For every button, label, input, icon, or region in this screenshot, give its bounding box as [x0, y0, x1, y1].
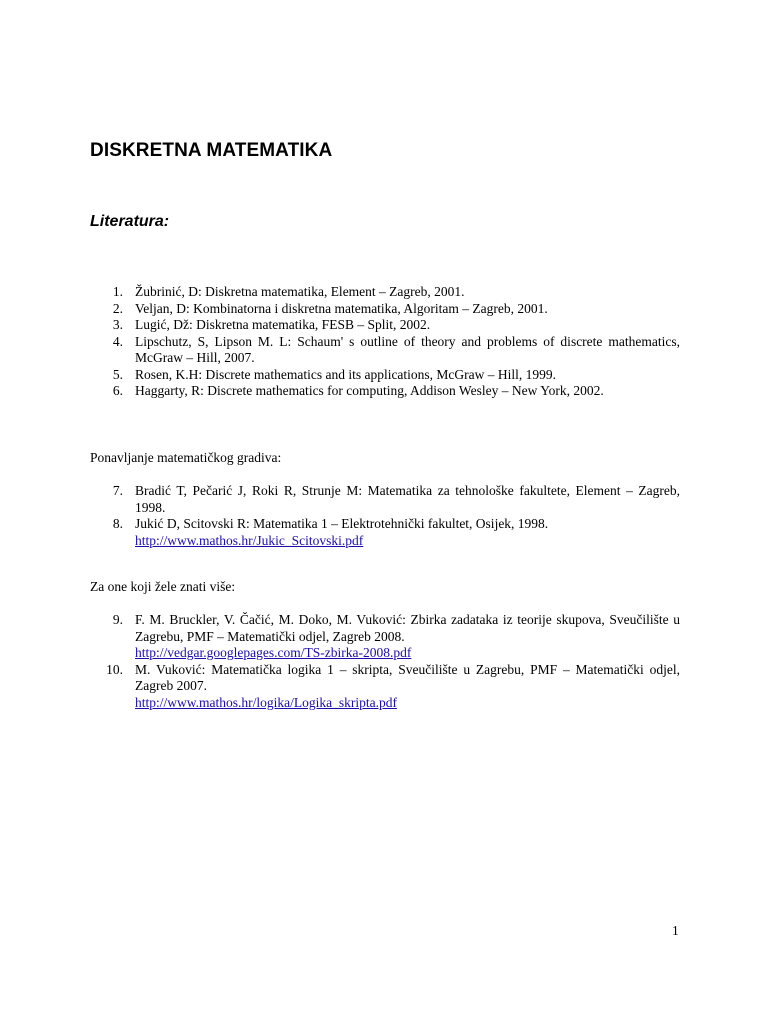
item-number: 3. — [112, 317, 123, 332]
item-number: 1. — [112, 284, 123, 299]
list-item — [90, 367, 680, 384]
item-text: Jukić D, Scitovski R: Matematika 1 – Elektrotehnički fakultet, Osijek, 1998. — [135, 516, 549, 531]
item-number: 4. — [112, 333, 123, 349]
reference-link[interactable]: http://www.mathos.hr/logika/Logika_skripta.pdf — [135, 694, 397, 710]
review-list — [90, 483, 680, 549]
item-text: F. M. Bruckler, V. Čačić, M. Doko, M. Vuković: Zbirka zadataka iz teorije skupova, Sveučilište u Zagrebu, PMF – Matematički odjel, Zagreb 2008. — [135, 612, 680, 644]
item-text: Bradić T, Pečarić J, Roki R, Strunje M: Matematika za tehnološke fakultete, Element – Zagreb, 1998. — [135, 483, 680, 515]
item-number: 6. — [112, 383, 123, 398]
item-number: 7. — [112, 483, 123, 498]
list-item — [90, 334, 680, 367]
page-number: 1 — [672, 923, 679, 938]
reference-link[interactable]: http://vedgar.googlepages.com/TS-zbirka-2008.pdf — [135, 645, 412, 660]
item-number: 5. — [112, 366, 123, 382]
item-text: M. Vuković: Matematička logika 1 – skripta, Sveučilište u Zagrebu, PMF – Matematički odjel, Zagreb 2007. — [135, 661, 680, 693]
page-title: DISKRETNA MATEMATIKA — [90, 140, 333, 161]
advanced-section-label: Za one koji žele znati više: — [90, 579, 236, 594]
list-item — [90, 662, 680, 712]
item-number: 2. — [112, 300, 123, 316]
literature-list — [90, 284, 680, 400]
item-number: 8. — [112, 516, 123, 531]
item-text: Žubrinić, D: Diskretna matematika, Element – Zagreb, 2001. — [135, 284, 465, 299]
list-item — [90, 284, 680, 301]
list-item — [90, 317, 680, 334]
literature-heading: Literatura: — [90, 213, 170, 230]
advanced-list — [90, 612, 680, 711]
item-number: 10. — [106, 661, 123, 677]
reference-link[interactable]: http://www.mathos.hr/Jukic_Scitovski.pdf — [135, 532, 364, 548]
review-section-label: Ponavljanje matematičkog gradiva: — [90, 450, 282, 465]
item-text: Rosen, K.H: Discrete mathematics and its applications, McGraw – Hill, 1999. — [135, 366, 557, 382]
list-item — [90, 612, 680, 662]
list-item — [90, 301, 680, 318]
list-item — [90, 516, 680, 549]
list-item — [90, 483, 680, 516]
item-text: Veljan, D: Kombinatorna i diskretna matematika, Algoritam – Zagreb, 2001. — [135, 300, 548, 316]
item-text: Lipschutz, S, Lipson M. L: Schaum' s outline of theory and problems of discrete mathematics, McGraw – Hill, 2007. — [135, 333, 680, 365]
item-text: Haggarty, R: Discrete mathematics for computing, Addison Wesley – New York, 2002. — [135, 383, 604, 398]
item-number: 9. — [112, 612, 123, 627]
item-text: Lugić, Dž: Diskretna matematika, FESB – Split, 2002. — [135, 317, 431, 332]
list-item — [90, 383, 680, 400]
